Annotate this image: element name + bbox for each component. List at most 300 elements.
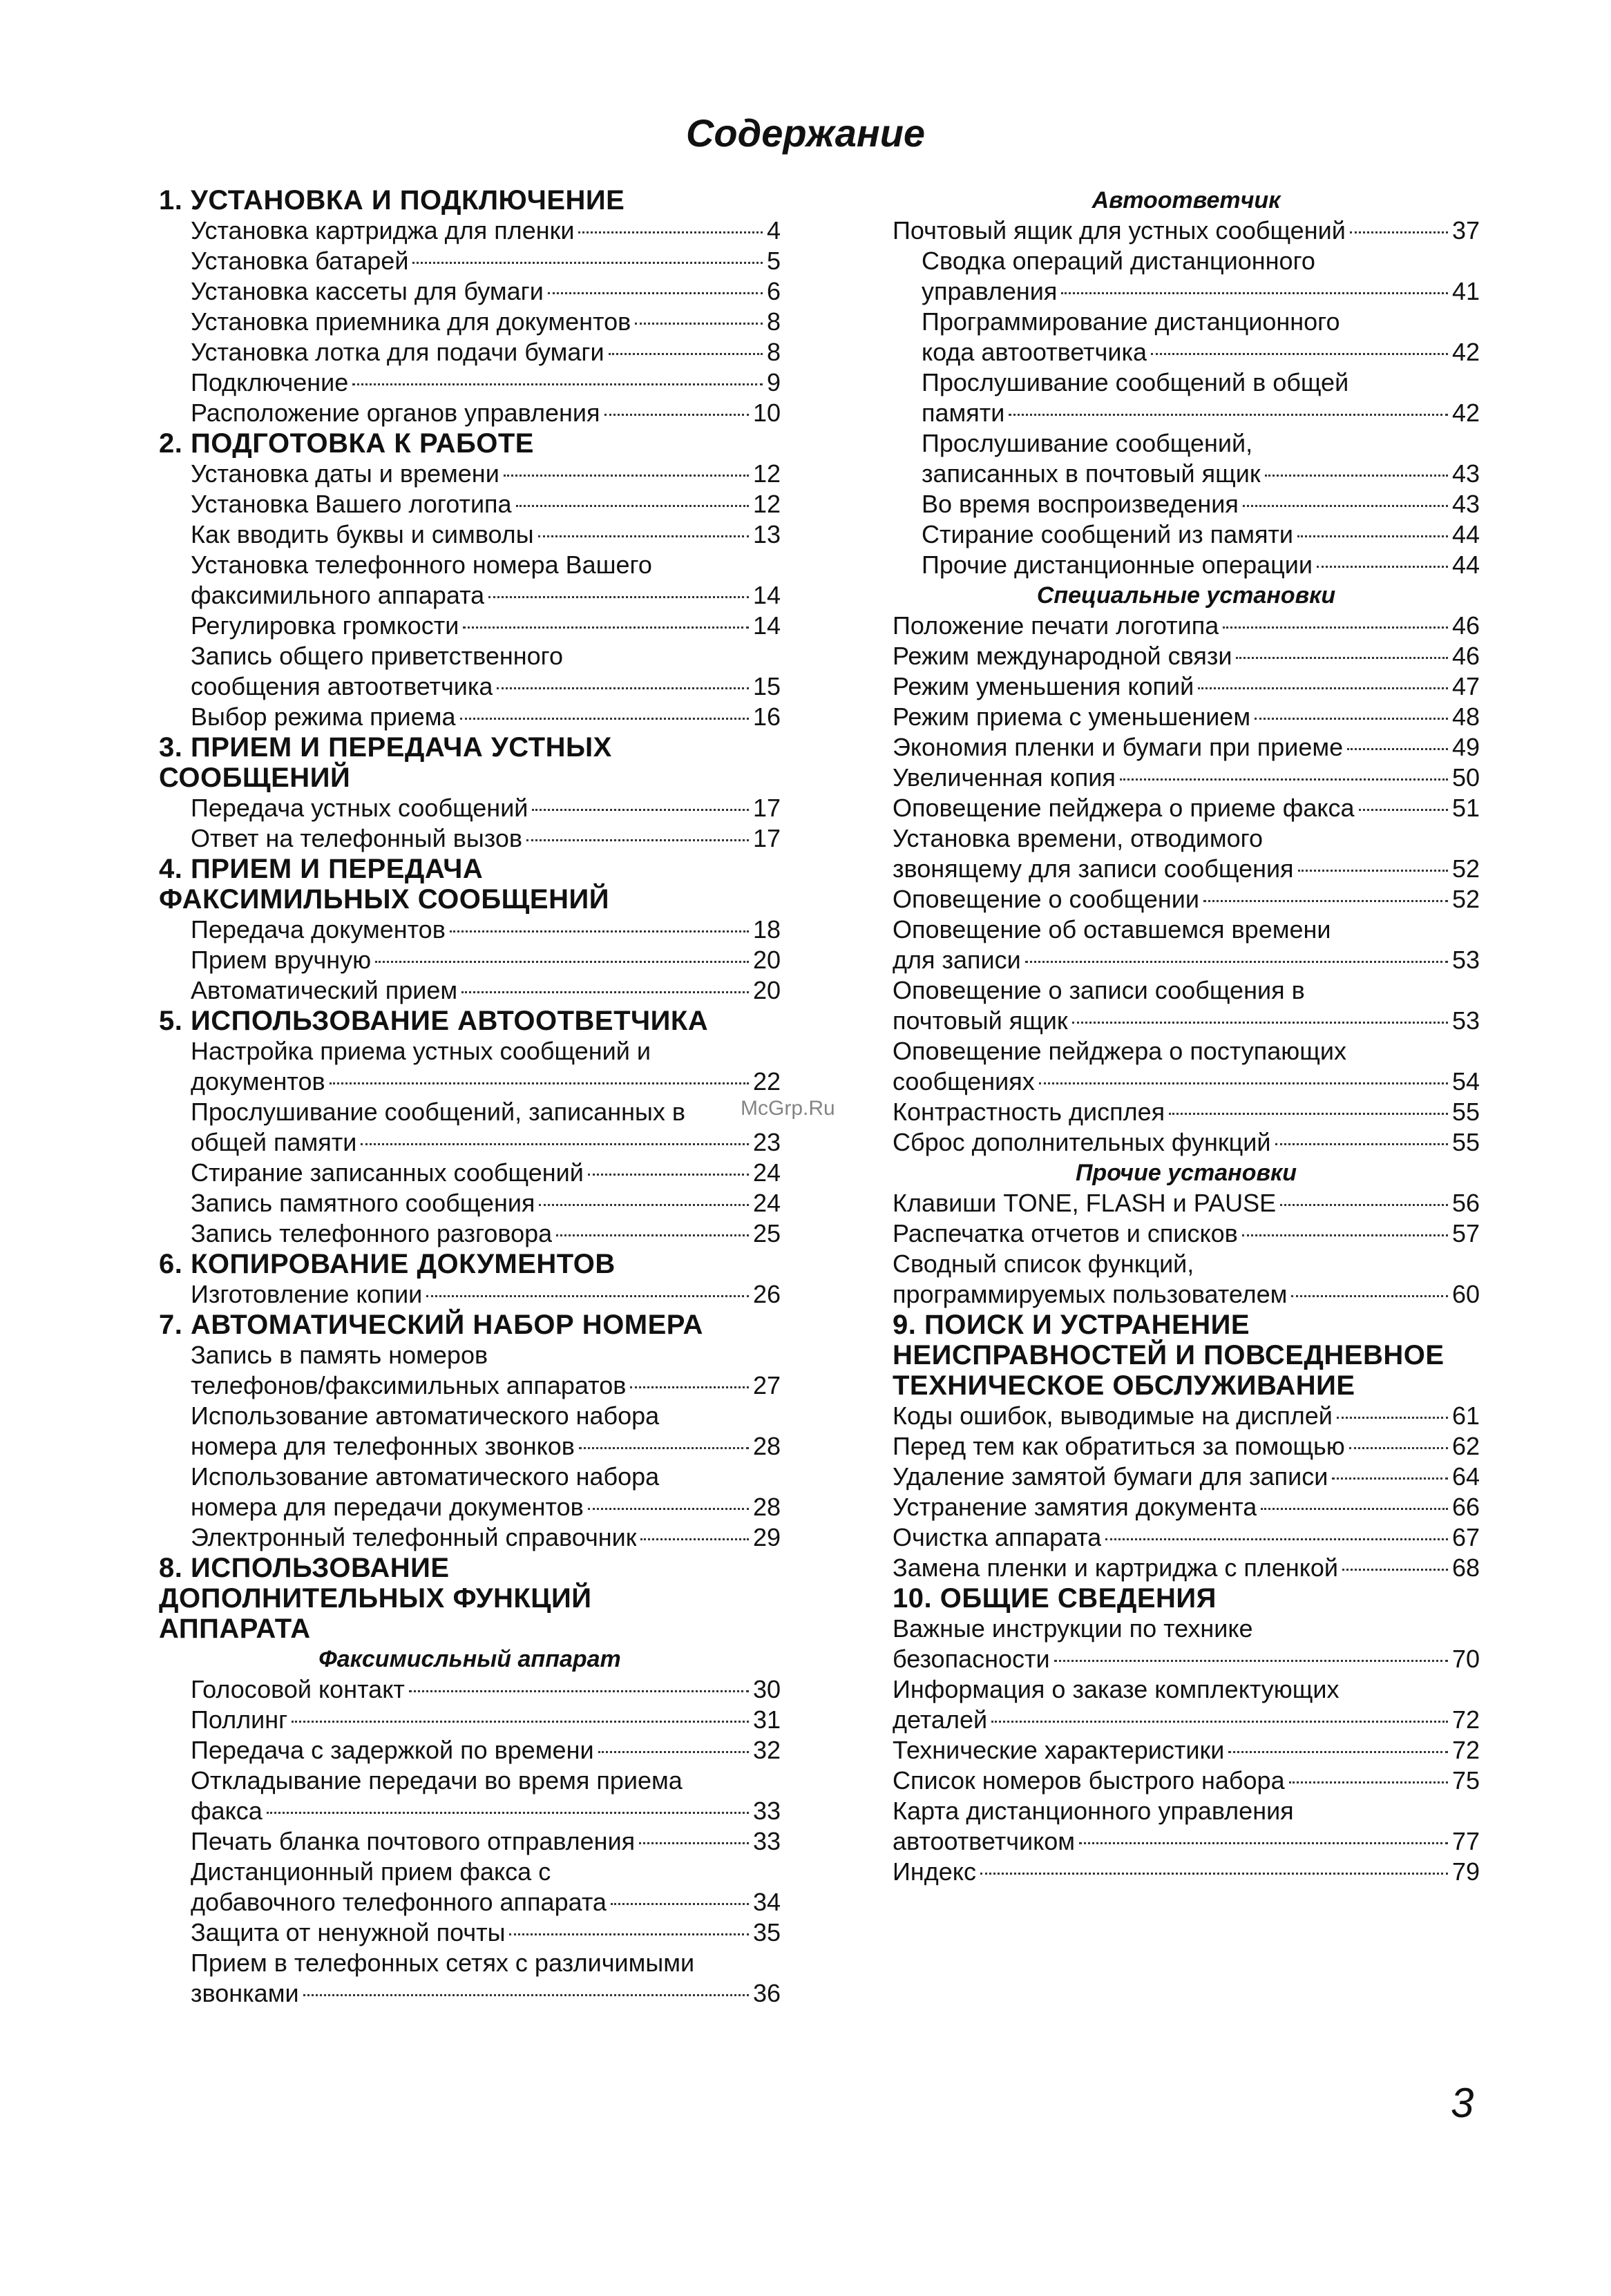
- toc-entry-title: Контрастность дисплея: [893, 1098, 1165, 1126]
- toc-entry-title: добавочного телефонного аппарата: [191, 1888, 607, 1916]
- toc-entry-page: 55: [1451, 1128, 1480, 1156]
- toc-entry-title: Стирание записанных сообщений: [191, 1158, 584, 1187]
- toc-entry: [893, 1097, 1480, 1127]
- toc-entry-page: 15: [752, 672, 781, 700]
- toc-entry: [893, 1279, 1480, 1310]
- toc-entry-title: Поллинг: [191, 1705, 288, 1734]
- toc-entry-page: 47: [1451, 672, 1480, 700]
- toc-entry: [893, 1857, 1480, 1887]
- toc-entry: [159, 671, 781, 702]
- toc-entry-line: Оповещение пейджера о поступающих: [893, 1037, 1346, 1065]
- dot-leader: [1054, 1660, 1448, 1662]
- toc-entry-title: Коды ошибок, выводимые на дисплей: [893, 1401, 1333, 1430]
- toc-entry: [893, 1735, 1480, 1766]
- toc-entry: [893, 1492, 1480, 1522]
- toc-entry-title: звонящему для записи сообщения: [893, 854, 1294, 883]
- toc-entry-page: 8: [766, 307, 781, 336]
- toc-entry-title: сообщения автоответчика: [191, 672, 493, 700]
- dot-leader: [609, 353, 763, 355]
- toc-entry-line: Использование автоматического набора: [191, 1401, 660, 1430]
- section-heading: ДОПОЛНИТЕЛЬНЫХ ФУНКЦИЙ: [159, 1583, 592, 1614]
- toc-entry: [893, 854, 1480, 884]
- toc-entry-line: Сводка операций дистанционного: [922, 247, 1315, 275]
- toc-entry-title: Защита от ненужной почты: [191, 1918, 506, 1946]
- dot-leader: [1337, 1417, 1448, 1419]
- toc-entry: [893, 1462, 1480, 1492]
- watermark: McGrp.Ru: [741, 1097, 835, 1120]
- toc-entry-title: Прием вручную: [191, 946, 372, 974]
- toc-entry-page: 9: [766, 368, 781, 396]
- dot-leader: [1169, 1113, 1448, 1115]
- toc-entry-page: 20: [752, 946, 781, 974]
- dot-leader: [588, 1174, 749, 1176]
- toc-entry: [893, 1522, 1480, 1553]
- dot-leader: [578, 231, 763, 233]
- toc-entry-page: 42: [1451, 399, 1480, 427]
- toc-entry-page: 22: [752, 1067, 781, 1096]
- toc-entry-page: 17: [752, 824, 781, 852]
- dot-leader: [1223, 626, 1448, 629]
- toc-entry-page: 70: [1451, 1645, 1480, 1673]
- toc-entry-line: Оповещение о записи сообщения в: [893, 976, 1305, 1004]
- toc-entry: [159, 975, 781, 1006]
- section-heading: 5. ИСПОЛЬЗОВАНИЕ АВТООТВЕТЧИКА: [159, 1006, 709, 1036]
- toc-entry-page: 72: [1451, 1736, 1480, 1764]
- toc-entry: [159, 1674, 781, 1705]
- toc-entry-title: общей памяти: [191, 1128, 357, 1156]
- dot-leader: [556, 1234, 749, 1236]
- toc-entry: [893, 945, 1480, 975]
- dot-leader: [1342, 1569, 1448, 1571]
- dot-leader: [1079, 1842, 1448, 1844]
- dot-leader: [361, 1143, 749, 1145]
- dot-leader: [450, 930, 749, 932]
- dot-leader: [1198, 687, 1448, 689]
- dot-leader: [426, 1295, 749, 1297]
- dot-leader: [1350, 231, 1448, 233]
- toc-entry-title: Передача с задержкой по времени: [191, 1736, 594, 1764]
- toc-entry-title: кода автоответчика: [922, 338, 1147, 366]
- dot-leader: [532, 809, 749, 811]
- toc-entry: [159, 1431, 781, 1462]
- toc-entry-page: 48: [1451, 702, 1480, 731]
- toc-entry-title: Печать бланка почтового отправления: [191, 1827, 636, 1855]
- toc-entry-title: Режим международной связи: [893, 642, 1232, 670]
- section-heading: 7. АВТОМАТИЧЕСКИЙ НАБОР НОМЕРА: [159, 1310, 703, 1340]
- dot-leader: [548, 292, 763, 294]
- toc-entry-title: Удаление замятой бумаги для записи: [893, 1462, 1328, 1491]
- toc-entry-page: 51: [1451, 794, 1480, 822]
- toc-entry: [159, 307, 781, 337]
- dot-leader: [1009, 414, 1448, 416]
- toc-entry-page: 42: [1451, 338, 1480, 366]
- toc-entry: [159, 1492, 781, 1522]
- toc-entry-page: 67: [1451, 1523, 1480, 1551]
- toc-entry: [893, 671, 1480, 702]
- toc-entry-page: 61: [1451, 1401, 1480, 1430]
- dot-leader: [991, 1721, 1448, 1723]
- toc-entry: [159, 1826, 781, 1857]
- toc-entry-line: Сводный список функций,: [893, 1250, 1194, 1278]
- toc-entry: [159, 1735, 781, 1766]
- dot-leader: [588, 1508, 749, 1510]
- toc-entry: [893, 1066, 1480, 1097]
- toc-entry-title: почтовый ящик: [893, 1006, 1068, 1035]
- toc-entry-title: Клавиши TONE, FLASH и PAUSE: [893, 1189, 1277, 1217]
- toc-entry-page: 30: [752, 1675, 781, 1703]
- toc-entry-title: Расположение органов управления: [191, 399, 600, 427]
- toc-entry: [893, 1826, 1480, 1857]
- subsection-heading: Автоответчик: [1092, 187, 1281, 213]
- toc-entry: [159, 580, 781, 611]
- toc-entry-page: 44: [1451, 520, 1480, 548]
- dot-leader: [630, 1386, 749, 1388]
- toc-entry-title: Выбор режима приема: [191, 702, 456, 731]
- dot-leader: [330, 1082, 749, 1084]
- toc-entry-title: Передача устных сообщений: [191, 794, 528, 822]
- dot-leader: [463, 626, 749, 629]
- toc-entry-page: 64: [1451, 1462, 1480, 1491]
- section-heading: НЕИСПРАВНОСТЕЙ И ПОВСЕДНЕВНОЕ: [893, 1340, 1445, 1370]
- toc-entry-page: 29: [752, 1523, 781, 1551]
- toc-entry: [159, 1522, 781, 1553]
- toc-entry: [893, 1006, 1480, 1036]
- toc-entry-page: 44: [1451, 551, 1480, 579]
- toc-entry-title: Положение печати логотипа: [893, 611, 1219, 640]
- toc-entry: [159, 1218, 781, 1249]
- toc-entry-page: 18: [752, 915, 781, 944]
- toc-entry: [893, 489, 1480, 519]
- toc-entry-title: Установка Вашего логотипа: [191, 490, 512, 518]
- toc-entry-page: 24: [752, 1158, 781, 1187]
- toc-entry-title: Устранение замятия документа: [893, 1493, 1257, 1521]
- toc-entry-title: факса: [191, 1797, 263, 1825]
- dot-leader: [1072, 1022, 1448, 1024]
- toc-entry-title: Индекс: [893, 1857, 976, 1886]
- toc-entry-title: Установка лотка для подачи бумаги: [191, 338, 604, 366]
- toc-entry-line: Установка телефонного номера Вашего: [191, 551, 652, 579]
- subsection-heading: Прочие установки: [1075, 1160, 1297, 1186]
- toc-entry-title: Установка кассеты для бумаги: [191, 277, 544, 305]
- dot-leader: [267, 1812, 749, 1814]
- toc-entry-page: 52: [1451, 854, 1480, 883]
- toc-entry-page: 33: [752, 1797, 781, 1825]
- dot-leader: [409, 1690, 749, 1692]
- toc-entry-title: Изготовление копии: [191, 1280, 423, 1308]
- dot-leader: [352, 383, 763, 385]
- toc-entry-title: безопасности: [893, 1645, 1050, 1673]
- toc-entry: [893, 550, 1480, 580]
- section-heading: ТЕХНИЧЕСКОЕ ОБСЛУЖИВАНИЕ: [893, 1370, 1355, 1401]
- toc-entry: [159, 398, 781, 428]
- toc-entry-title: Замена пленки и картриджа с пленкой: [893, 1553, 1339, 1582]
- toc-entry-page: 41: [1451, 277, 1480, 305]
- section-heading: АППАРАТА: [159, 1614, 311, 1644]
- toc-entry-title: Ответ на телефонный вызов: [191, 824, 523, 852]
- toc-entry: [893, 1188, 1480, 1218]
- toc-entry-page: 24: [752, 1189, 781, 1217]
- dot-leader: [539, 1204, 749, 1206]
- toc-entry-page: 14: [752, 581, 781, 609]
- toc-entry-page: 34: [752, 1888, 781, 1916]
- toc-entry-page: 60: [1451, 1280, 1480, 1308]
- toc-entry-title: Режим уменьшения копий: [893, 672, 1194, 700]
- toc-entry: [893, 519, 1480, 550]
- subsection-heading: Специальные установки: [1036, 582, 1336, 609]
- toc-entry-title: факсимильного аппарата: [191, 581, 485, 609]
- section-heading: 10. ОБЩИЕ СВЕДЕНИЯ: [893, 1583, 1217, 1614]
- toc-entry: [159, 1917, 781, 1948]
- toc-entry: [893, 1553, 1480, 1583]
- toc-entry-page: 12: [752, 490, 781, 518]
- toc-entry-title: управления: [922, 277, 1058, 305]
- dot-leader: [504, 475, 749, 477]
- toc-entry-title: Подключение: [191, 368, 349, 396]
- dot-leader: [1025, 961, 1448, 963]
- toc-entry-page: 6: [766, 277, 781, 305]
- toc-entry-page: 53: [1451, 1006, 1480, 1035]
- toc-entry-line: Информация о заказе комплектующих: [893, 1675, 1340, 1703]
- subsection-heading: Факсимисльный аппарат: [318, 1646, 621, 1672]
- toc-entry-page: 52: [1451, 885, 1480, 913]
- toc-entry-title: Стирание сообщений из памяти: [922, 520, 1294, 548]
- toc-entry: [893, 216, 1480, 246]
- toc-entry-line: Оповещение об оставшемся времени: [893, 915, 1331, 944]
- toc-entry: [159, 489, 781, 519]
- toc-entry: [893, 1218, 1480, 1249]
- toc-entry-line: Прием в телефонных сетях с различимыми: [191, 1949, 695, 1977]
- dot-leader: [1280, 1204, 1448, 1206]
- toc-entry: [159, 1279, 781, 1310]
- dot-leader: [538, 535, 749, 537]
- dot-leader: [292, 1721, 749, 1723]
- toc-entry-page: 28: [752, 1432, 781, 1460]
- toc-entry: [159, 337, 781, 367]
- dot-leader: [461, 991, 749, 993]
- dot-leader: [611, 1903, 749, 1905]
- dot-leader: [1203, 900, 1448, 902]
- dot-leader: [1265, 475, 1448, 477]
- toc-right-column: [893, 185, 1480, 1887]
- toc-entry-page: 54: [1451, 1067, 1480, 1096]
- toc-entry-title: памяти: [922, 399, 1005, 427]
- toc-entry-title: документов: [191, 1067, 325, 1096]
- dot-leader: [1349, 1447, 1448, 1449]
- toc-entry: [159, 1066, 781, 1097]
- toc-entry-title: Список номеров быстрого набора: [893, 1766, 1285, 1795]
- toc-entry: [893, 763, 1480, 793]
- toc-entry: [893, 337, 1480, 367]
- dot-leader: [1039, 1082, 1448, 1084]
- dot-leader: [604, 414, 749, 416]
- toc-entry-title: деталей: [893, 1705, 988, 1734]
- toc-entry: [893, 884, 1480, 915]
- toc-entry-page: 23: [752, 1128, 781, 1156]
- toc-entry: [893, 793, 1480, 823]
- toc-entry-page: 13: [752, 520, 781, 548]
- dot-leader: [635, 323, 763, 325]
- toc-entry-page: 50: [1451, 763, 1480, 792]
- toc-entry-page: 43: [1451, 490, 1480, 518]
- dot-leader: [1236, 657, 1448, 659]
- page-title: Содержание: [685, 111, 926, 155]
- toc-entry-page: 28: [752, 1493, 781, 1521]
- dot-leader: [1061, 292, 1448, 294]
- section-heading: 9. ПОИСК И УСТРАНЕНИЕ: [893, 1310, 1250, 1340]
- toc-entry-page: 16: [752, 702, 781, 731]
- toc-entry-line: Использование автоматического набора: [191, 1462, 660, 1491]
- dot-leader: [1291, 1295, 1448, 1297]
- section-heading: 1. УСТАНОВКА И ПОДКЛЮЧЕНИЕ: [159, 185, 625, 216]
- toc-entry-line: Откладывание передачи во время приема: [191, 1766, 683, 1795]
- toc-entry-title: номера для передачи документов: [191, 1493, 584, 1521]
- toc-entry-title: Почтовый ящик для устных сообщений: [893, 216, 1346, 245]
- toc-entry: [893, 276, 1480, 307]
- toc-entry-title: номера для телефонных звонков: [191, 1432, 575, 1460]
- toc-entry-page: 14: [752, 611, 781, 640]
- toc-entry: [159, 1978, 781, 2009]
- toc-entry-title: телефонов/факсимильных аппаратов: [191, 1371, 627, 1399]
- toc-entry-line: Карта дистанционного управления: [893, 1797, 1294, 1825]
- dot-leader: [1243, 505, 1448, 507]
- dot-leader: [1120, 778, 1448, 781]
- dot-leader: [1289, 1781, 1448, 1783]
- toc-entry: [893, 732, 1480, 763]
- toc-entry-title: для записи: [893, 946, 1021, 974]
- toc-entry-title: Передача документов: [191, 915, 446, 944]
- toc-entry: [893, 611, 1480, 641]
- dot-leader: [1242, 1234, 1448, 1236]
- toc-entry: [159, 793, 781, 823]
- toc-entry-page: 31: [752, 1705, 781, 1734]
- toc-entry-page: 27: [752, 1371, 781, 1399]
- section-heading: 2. ПОДГОТОВКА К РАБОТЕ: [159, 428, 534, 459]
- toc-entry-page: 46: [1451, 642, 1480, 670]
- toc-entry-title: Оповещение пейджера о приеме факса: [893, 794, 1355, 822]
- dot-leader: [1105, 1538, 1448, 1540]
- dot-leader: [1359, 809, 1448, 811]
- toc-entry: [893, 1766, 1480, 1796]
- toc-entry-title: Электронный телефонный справочник: [191, 1523, 637, 1551]
- toc-entry-title: Голосовой контакт: [191, 1675, 405, 1703]
- toc-entry: [893, 1644, 1480, 1674]
- toc-entry-page: 26: [752, 1280, 781, 1308]
- section-heading: ФАКСИМИЛЬНЫХ СООБЩЕНИЙ: [159, 884, 609, 915]
- toc-entry-page: 10: [752, 399, 781, 427]
- toc-left-column: [159, 185, 781, 2009]
- page-number: 3: [1451, 2080, 1474, 2126]
- toc-entry-page: 36: [752, 1979, 781, 2007]
- toc-entry-title: Очистка аппарата: [893, 1523, 1102, 1551]
- toc-entry-page: 56: [1451, 1189, 1480, 1217]
- toc-entry-line: Важные инструкции по технике: [893, 1614, 1253, 1643]
- toc-entry-title: звонками: [191, 1979, 299, 2007]
- toc-entry-title: Прочие дистанционные операции: [922, 551, 1313, 579]
- toc-entry: [893, 641, 1480, 671]
- dot-leader: [516, 505, 749, 507]
- toc-entry-line: Дистанционный прием факса с: [191, 1857, 551, 1886]
- toc-entry-title: Автоматический прием: [191, 976, 458, 1004]
- toc-entry: [159, 1127, 781, 1158]
- toc-entry-title: Перед тем как обратиться за помощью: [893, 1432, 1345, 1460]
- toc-entry: [893, 702, 1480, 732]
- toc-entry: [893, 1401, 1480, 1431]
- toc-entry: [159, 276, 781, 307]
- toc-entry-line: Прослушивание сообщений,: [922, 429, 1253, 457]
- dot-leader: [639, 1842, 749, 1844]
- dot-leader: [598, 1751, 749, 1753]
- dot-leader: [1261, 1508, 1448, 1510]
- toc-entry-page: 75: [1451, 1766, 1480, 1795]
- toc-entry: [159, 459, 781, 489]
- toc-entry-page: 33: [752, 1827, 781, 1855]
- toc-entry-page: 66: [1451, 1493, 1480, 1521]
- toc-entry-page: 32: [752, 1736, 781, 1764]
- toc-entry: [159, 367, 781, 398]
- toc-entry-title: Распечатка отчетов и списков: [893, 1219, 1238, 1247]
- toc-entry-page: 8: [766, 338, 781, 366]
- toc-entry: [159, 1158, 781, 1188]
- dot-leader: [1151, 353, 1448, 355]
- toc-entry-title: Режим приема с уменьшением: [893, 702, 1251, 731]
- toc-entry-title: записанных в почтовый ящик: [922, 459, 1261, 488]
- toc-entry: [159, 823, 781, 854]
- toc-entry-page: 53: [1451, 946, 1480, 974]
- toc-entry-page: 5: [766, 247, 781, 275]
- toc-entry-title: Оповещение о сообщении: [893, 885, 1199, 913]
- toc-entry-title: Увеличенная копия: [893, 763, 1116, 792]
- toc-entry-line: Программирование дистанционного: [922, 307, 1340, 336]
- toc-entry-page: 55: [1451, 1098, 1480, 1126]
- toc-entry-title: Во время воспроизведения: [922, 490, 1239, 518]
- section-heading: 4. ПРИЕМ И ПЕРЕДАЧА: [159, 854, 484, 884]
- toc-entry-title: Установка батарей: [191, 247, 409, 275]
- dot-leader: [579, 1447, 749, 1449]
- dot-leader: [640, 1538, 749, 1540]
- dot-leader: [412, 262, 763, 264]
- toc-entry-line: Настройка приема устных сообщений и: [191, 1037, 651, 1065]
- toc-entry-title: Технические характеристики: [893, 1736, 1225, 1764]
- dot-leader: [1347, 748, 1448, 750]
- dot-leader: [1255, 718, 1448, 720]
- section-heading: СООБЩЕНИЙ: [159, 763, 351, 793]
- toc-entry-page: 17: [752, 794, 781, 822]
- toc-entry-page: 79: [1451, 1857, 1480, 1886]
- toc-entry-page: 77: [1451, 1827, 1480, 1855]
- toc-entry-page: 68: [1451, 1553, 1480, 1582]
- toc-entry-title: Сброс дополнительных функций: [893, 1128, 1271, 1156]
- toc-entry-page: 62: [1451, 1432, 1480, 1460]
- toc-entry: [159, 519, 781, 550]
- dot-leader: [303, 1994, 749, 1996]
- toc-entry: [893, 1431, 1480, 1462]
- dot-leader: [509, 1933, 749, 1935]
- dot-leader: [375, 961, 749, 963]
- dot-leader: [980, 1873, 1448, 1875]
- toc-entry-page: 37: [1451, 216, 1480, 245]
- toc-entry-page: 4: [766, 216, 781, 245]
- toc-entry: [893, 1127, 1480, 1158]
- dot-leader: [1298, 870, 1448, 872]
- toc-entry-title: Установка приемника для документов: [191, 307, 631, 336]
- toc-entry-page: 25: [752, 1219, 781, 1247]
- toc-entry-line: Установка времени, отводимого: [893, 824, 1264, 852]
- toc-entry-page: 72: [1451, 1705, 1480, 1734]
- toc-entry: [159, 702, 781, 732]
- dot-leader: [497, 687, 749, 689]
- toc-entry-page: 43: [1451, 459, 1480, 488]
- toc-entry-title: Экономия пленки и бумаги при приеме: [893, 733, 1344, 761]
